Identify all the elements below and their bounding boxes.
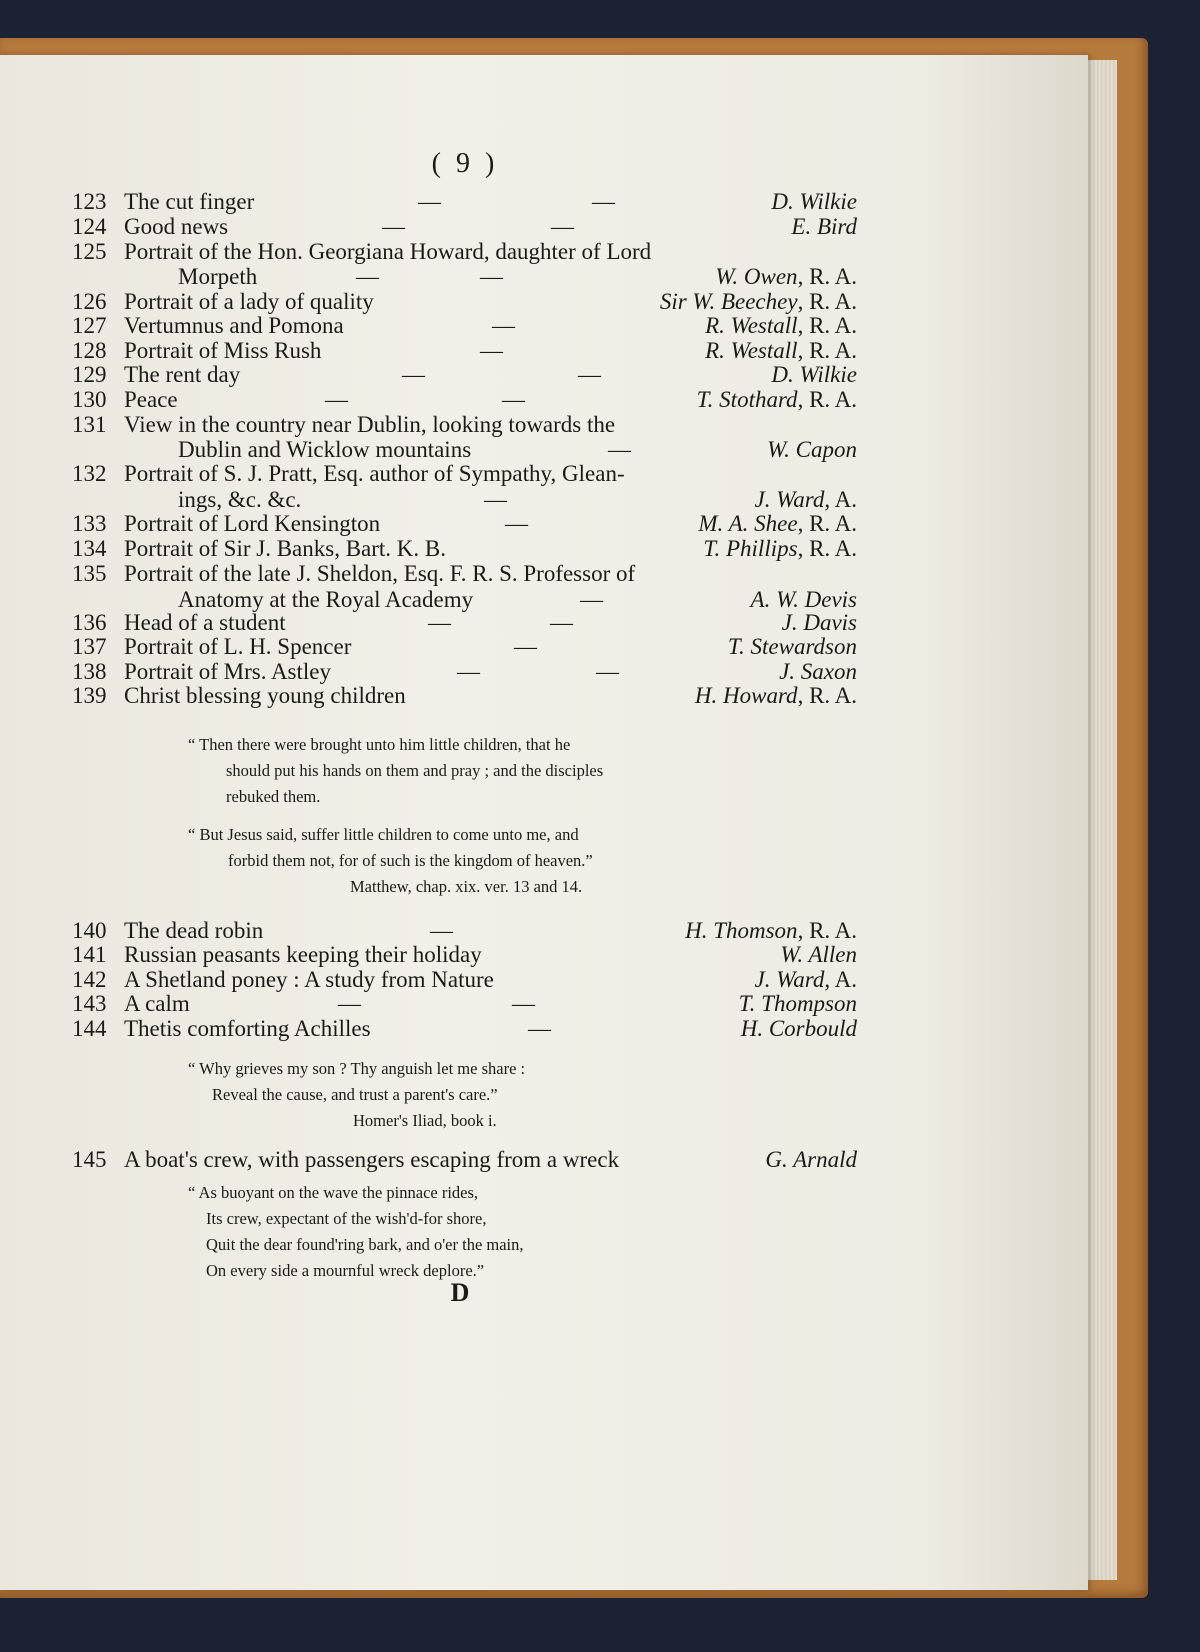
entry-artist <box>705 337 857 364</box>
quotation-block <box>188 1056 525 1134</box>
artist-suffix: , R. A. <box>797 338 857 363</box>
entry-artist <box>728 633 857 660</box>
entry-artist <box>685 917 857 944</box>
catalogue-entry <box>72 966 857 993</box>
catalogue-entry <box>72 386 857 413</box>
leader-dash: — <box>550 610 573 635</box>
catalogue-entry <box>72 990 857 1017</box>
artist-name: T. Phillips <box>703 536 798 561</box>
entry-number: 145 <box>72 1147 107 1172</box>
catalogue-entry <box>72 941 857 968</box>
entry-title: The dead robin <box>124 918 264 943</box>
entry-artist <box>697 386 857 413</box>
entry-title: Portrait of a lady of quality <box>124 289 374 314</box>
artist-name: A. W. Devis <box>750 587 857 612</box>
entry-title: Good news <box>124 214 229 239</box>
catalogue-entry <box>72 535 857 562</box>
entry-artist <box>698 510 857 537</box>
entry-title: Head of a student <box>124 610 286 635</box>
artist-name: H. Thomson <box>685 918 798 943</box>
quotation-line: “ But Jesus said, suffer little children to come unto me, and <box>188 825 579 844</box>
quotation-block <box>188 822 593 900</box>
artist-name: W. Capon <box>767 437 857 462</box>
quotation-line: “ As buoyant on the wave the pinnace rides, <box>188 1183 479 1202</box>
leader-dash: — <box>514 634 537 659</box>
catalogue-entry <box>72 361 857 388</box>
entry-number: 132 <box>72 461 107 486</box>
entry-title: Portrait of Sir J. Banks, Bart. K. B. <box>124 536 446 561</box>
artist-name: W. Owen <box>715 264 798 289</box>
catalogue-entry <box>72 917 857 944</box>
artist-suffix: , A. <box>824 487 857 512</box>
artist-name: T. Thompson <box>738 991 857 1016</box>
entry-title: A boat's crew, with passengers escaping from a wreck <box>124 1147 620 1172</box>
entry-number: 136 <box>72 610 107 635</box>
leader-dash: — <box>480 338 503 363</box>
leader-dash: — <box>484 487 507 512</box>
artist-name: H. Howard <box>694 683 798 708</box>
artist-name: E. Bird <box>791 214 857 239</box>
entry-title: Portrait of the Hon. Georgiana Howard, daughter of Lord <box>124 239 652 264</box>
artist-name: R. Westall <box>705 338 798 363</box>
entry-number: 138 <box>72 659 107 684</box>
artist-suffix: , R. A. <box>797 289 857 314</box>
leader-dash: — <box>325 387 348 412</box>
leader-dash: — <box>492 313 515 338</box>
leader-dash: — <box>502 387 525 412</box>
artist-suffix: , R. A. <box>797 918 857 943</box>
entry-title: Portrait of S. J. Pratt, Esq. author of Sympathy, Glean- <box>124 461 625 486</box>
entry-artist <box>771 361 857 388</box>
entry-artist <box>782 609 857 636</box>
entry-number: 126 <box>72 289 107 314</box>
catalogue-entry <box>72 1146 857 1173</box>
entry-number: 144 <box>72 1016 107 1041</box>
quotation-block <box>188 732 603 810</box>
leader-dash: — <box>430 918 453 943</box>
artist-suffix: , R. A. <box>797 536 857 561</box>
leader-dash: — <box>528 1016 551 1041</box>
artist-suffix: , R. A. <box>797 264 857 289</box>
quotation-line: Quit the dear found'ring bark, and o'er the main, <box>206 1235 524 1254</box>
artist-name: Sir W. Beechey <box>659 289 798 314</box>
entry-number: 130 <box>72 387 107 412</box>
leader-dash: — <box>578 362 601 387</box>
leader-dash: — <box>551 214 574 239</box>
leader-dash: — <box>505 511 528 536</box>
artist-suffix: , R. A. <box>797 387 857 412</box>
quotation-line: should put his hands on them and pray ; and the disciples <box>226 761 604 780</box>
quotation-block <box>188 1180 524 1284</box>
artist-name: T. Stothard <box>696 387 798 412</box>
entry-title-continuation <box>178 263 857 290</box>
entry-title: The cut finger <box>124 189 255 214</box>
entry-number: 139 <box>72 683 107 708</box>
entry-number: 141 <box>72 942 107 967</box>
leader-dash: — <box>592 189 615 214</box>
entry-number: 131 <box>72 412 107 437</box>
artist-name: H. Corbould <box>740 1016 857 1041</box>
entry-artist <box>791 213 857 240</box>
signature-letter: D <box>450 1278 470 1307</box>
entry-artist <box>715 263 857 290</box>
entry-title: Portrait of Mrs. Astley <box>124 659 331 684</box>
quotation-line: rebuked them. <box>226 787 321 806</box>
entry-artist <box>767 436 857 463</box>
artist-name: D. Wilkie <box>771 189 857 214</box>
catalogue-entry <box>72 312 857 339</box>
artist-suffix: , R. A. <box>797 683 857 708</box>
catalogue-entry <box>72 658 857 685</box>
entry-title: Thetis comforting Achilles <box>124 1016 371 1041</box>
catalogue-entry <box>72 238 857 265</box>
leader-dash: — <box>382 214 405 239</box>
entry-title: Vertumnus and Pomona <box>124 313 344 338</box>
entry-title-line-2: Dublin and Wicklow mountains <box>178 437 472 462</box>
catalogue-entry <box>72 188 857 215</box>
entry-artist <box>765 1146 857 1173</box>
catalogue-entry <box>72 510 857 537</box>
entry-number: 124 <box>72 214 107 239</box>
catalogue-entry <box>72 609 857 636</box>
entry-artist <box>739 990 857 1017</box>
entry-title-continuation <box>178 436 857 463</box>
entry-artist <box>703 535 857 562</box>
catalogue-entry <box>72 213 857 240</box>
artist-name: J. Saxon <box>779 659 857 684</box>
entry-number: 127 <box>72 313 107 338</box>
leader-dash: — <box>596 659 619 684</box>
entry-number: 135 <box>72 561 107 586</box>
catalogue-entry <box>72 460 857 487</box>
leader-dash: — <box>457 659 480 684</box>
quotation-line: Reveal the cause, and trust a parent's care.” <box>212 1085 498 1104</box>
entry-artist <box>741 1015 857 1042</box>
catalogue-entry <box>72 1015 857 1042</box>
leader-dash: — <box>512 991 535 1016</box>
catalogue-entry <box>72 682 857 709</box>
catalogue-entry <box>72 411 857 438</box>
leader-dash: — <box>608 437 631 462</box>
artist-name: R. Westall <box>705 313 798 338</box>
artist-suffix: , R. A. <box>797 511 857 536</box>
entry-number: 125 <box>72 239 107 264</box>
artist-name: T. Stewardson <box>727 634 857 659</box>
entry-artist <box>771 188 857 215</box>
entry-artist <box>755 486 857 513</box>
artist-name: J. Davis <box>781 610 857 635</box>
entry-title-line-2: Anatomy at the Royal Academy <box>178 587 474 612</box>
artist-suffix: , A. <box>824 967 857 992</box>
entry-number: 143 <box>72 991 107 1016</box>
artist-name: G. Arnald <box>765 1147 857 1172</box>
entry-title: Portrait of L. H. Spencer <box>124 634 352 659</box>
entry-title: A calm <box>124 991 190 1016</box>
artist-name: M. A. Shee <box>698 511 798 536</box>
entry-number: 142 <box>72 967 107 992</box>
catalogue-entry <box>72 560 857 587</box>
artist-suffix: , R. A. <box>797 313 857 338</box>
entry-artist <box>695 682 857 709</box>
leader-dash: — <box>402 362 425 387</box>
entry-title-line-2: Morpeth <box>178 264 258 289</box>
artist-name: D. Wilkie <box>771 362 857 387</box>
quotation-line: Homer's Iliad, book i. <box>353 1111 497 1130</box>
entry-title: A Shetland poney : A study from Nature <box>124 967 494 992</box>
page-number: ( 9 ) <box>431 148 499 179</box>
entry-number: 133 <box>72 511 107 536</box>
entry-title: Portrait of Lord Kensington <box>124 511 381 536</box>
entry-artist <box>779 658 857 685</box>
quotation-line: “ Why grieves my son ? Thy anguish let me share : <box>188 1059 526 1078</box>
entry-artist <box>660 288 857 315</box>
quotation-line: Matthew, chap. xix. ver. 13 and 14. <box>350 877 583 896</box>
quotation-line: forbid them not, for of such is the kingdom of heaven.” <box>228 851 593 870</box>
entry-number: 129 <box>72 362 107 387</box>
entry-title: Portrait of Miss Rush <box>124 338 322 363</box>
quotation-line: “ Then there were brought unto him little children, that he <box>188 735 571 754</box>
leader-dash: — <box>580 587 603 612</box>
entry-title: Peace <box>124 387 178 412</box>
entry-number: 123 <box>72 189 107 214</box>
leader-dash: — <box>480 264 503 289</box>
artist-name: J. Ward <box>754 967 825 992</box>
leader-dash: — <box>428 610 451 635</box>
quotation-line: On every side a mournful wreck deplore.” <box>206 1261 485 1280</box>
entry-number: 128 <box>72 338 107 363</box>
leader-dash: — <box>418 189 441 214</box>
entry-title-line-2: ings, &c. &c. <box>178 487 302 512</box>
entry-number: 140 <box>72 918 107 943</box>
entry-title: The rent day <box>124 362 241 387</box>
entry-title: View in the country near Dublin, looking towards the <box>124 412 616 437</box>
entry-artist <box>780 941 857 968</box>
catalogue-entry <box>72 337 857 364</box>
entry-number: 137 <box>72 634 107 659</box>
leader-dash: — <box>356 264 379 289</box>
catalogue-entry <box>72 633 857 660</box>
entry-title: Russian peasants keeping their holiday <box>124 942 482 967</box>
leader-dash: — <box>338 991 361 1016</box>
quotation-line: Its crew, expectant of the wish'd-for shore, <box>206 1209 487 1228</box>
entry-artist <box>705 312 857 339</box>
artist-name: J. Ward <box>754 487 825 512</box>
entry-title: Christ blessing young children <box>124 683 406 708</box>
entry-title-continuation <box>178 486 857 513</box>
catalogue-entry <box>72 288 857 315</box>
entry-number: 134 <box>72 536 107 561</box>
artist-name: W. Allen <box>780 942 857 967</box>
entry-title: Portrait of the late J. Sheldon, Esq. F. R. S. Professor of <box>124 561 636 586</box>
entry-artist <box>755 966 857 993</box>
